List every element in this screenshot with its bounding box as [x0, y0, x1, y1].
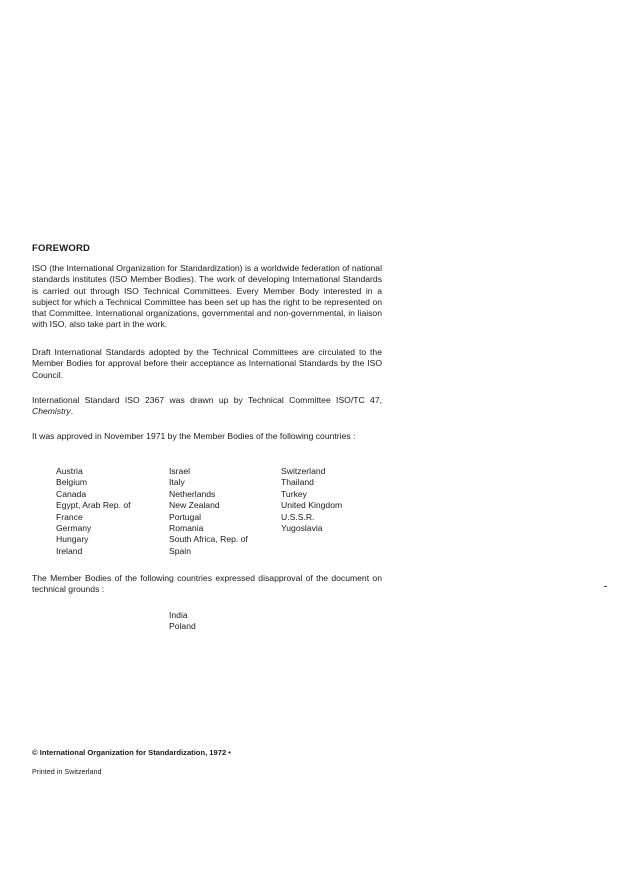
foreword-heading: FOREWORD — [32, 243, 91, 254]
country-item: New Zealand — [169, 500, 220, 511]
paragraph-draft-standards: Draft International Standards adopted by the Technical Committees are circulated to the Member Bodies for approval before their acceptance as International Standards by the ISO Council. — [32, 347, 382, 380]
country-item: Romania — [169, 523, 204, 534]
paragraph-iso-description: ISO (the International Organization for Standardization) is a worldwide federation of national standards institutes (ISO Member Bodies). The work of developing International Standards is carried out through ISO Technical Committees. Every Member Body interested in a subject for which a Technical Committee has been set up has the right to be represented on that Committee. International organizations, governmental and non-governmental, in liaison with ISO, also take part in the work. — [32, 263, 382, 330]
country-item: Hungary — [56, 534, 89, 545]
standard-origin-text: International Standard ISO 2367 was drawn up by Technical Committee ISO/TC 47, — [32, 395, 382, 405]
printed-notice: Printed in Switzerland — [32, 767, 102, 776]
country-item: U.S.S.R. — [281, 511, 315, 522]
country-item: Yugoslavia — [281, 523, 323, 534]
approving-countries-column-2 — [169, 466, 248, 557]
country-item: United Kingdom — [281, 500, 343, 511]
paragraph-standard-origin — [32, 395, 382, 418]
country-item: Belgium — [56, 477, 88, 488]
committee-name: Chemistry — [32, 406, 71, 417]
standard-origin-end: . — [70, 406, 74, 417]
approving-countries-column-1 — [56, 466, 131, 557]
copyright-notice: © International Organization for Standardization, 1972 • — [32, 748, 231, 757]
paragraph-approval: It was approved in November 1971 by the Member Bodies of the following countries : — [32, 431, 356, 441]
country-item: Ireland — [56, 545, 83, 556]
country-item: Egypt, Arab Rep. of — [56, 500, 131, 511]
country-item: Poland — [169, 621, 196, 632]
country-item: Germany — [56, 523, 92, 534]
country-item: Thailand — [281, 477, 314, 488]
country-item: Italy — [169, 477, 185, 488]
country-item: Israel — [169, 466, 191, 476]
country-item: Canada — [56, 488, 87, 499]
country-item: France — [56, 511, 83, 522]
margin-mark — [604, 586, 607, 587]
paragraph-disapproval: The Member Bodies of the following countries expressed disapproval of the document on technical grounds : — [32, 573, 382, 595]
country-item: Portugal — [169, 511, 202, 522]
country-item: Austria — [56, 466, 83, 476]
country-item: Switzerland — [281, 466, 326, 476]
country-item: Netherlands — [169, 488, 216, 499]
disapproving-countries-list — [169, 610, 196, 633]
approving-countries-column-3 — [281, 466, 342, 534]
country-item: South Africa, Rep. of — [169, 534, 248, 545]
country-item: Turkey — [281, 488, 307, 499]
country-item: India — [169, 610, 188, 620]
country-item: Spain — [169, 545, 191, 556]
